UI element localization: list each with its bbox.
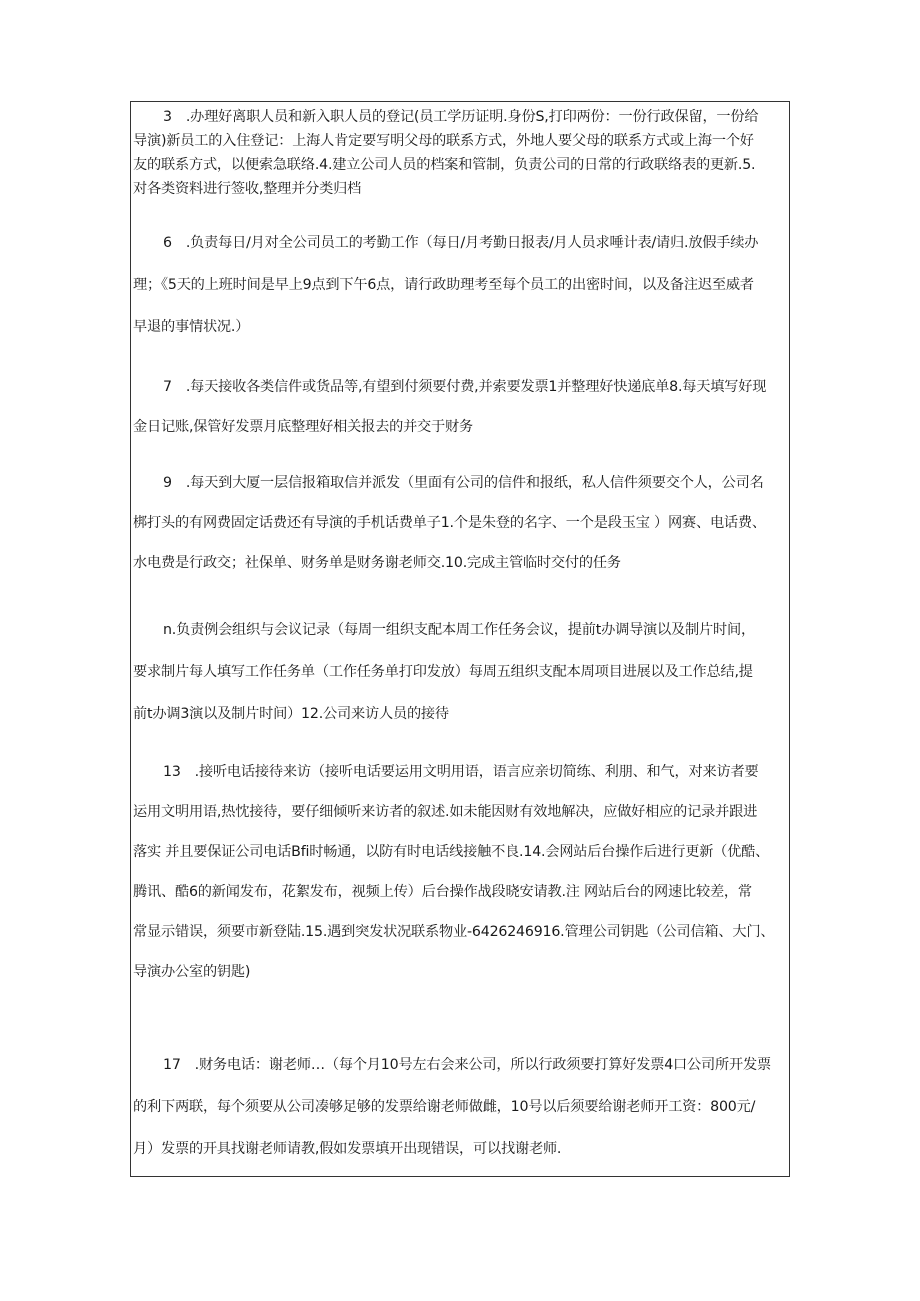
paragraph-line: 的利下两联，每个须要从公司凑够足够的发票给谢老师做雌，10号以后须要给谢老师开工资：800元/ bbox=[133, 1099, 756, 1115]
paragraph-line: 月）发票的开具找谢老师请教,假如发票填开出现错误，可以找谢老师. bbox=[133, 1141, 562, 1157]
paragraph-7 bbox=[133, 367, 789, 447]
paragraph-line: 金日记账,保管好发票月底整理好相关报去的并交于财务 bbox=[133, 419, 474, 435]
paragraph-line: 前t办调3演以及制片时间）12.公司来访人员的接待 bbox=[133, 706, 449, 722]
paragraph-line: 要求制片每人填写工作任务单（工作任务单打印发放）每周五组织支配本周项目进展以及工作总结,提 bbox=[133, 664, 753, 680]
paragraph-line: 导演)新员工的入住登记：上海人肯定要写明父母的联系方式，外地人要父母的联系方式或上海一个好 bbox=[133, 133, 754, 149]
paragraph-line: 早退的事情状况.） bbox=[133, 319, 250, 335]
paragraph-line: 13 .接听电话接待来访（接听电话要运用文明用语，语言应亲切简练、利朋、和气，对来访者要 bbox=[163, 764, 759, 780]
paragraph-13 bbox=[133, 752, 789, 992]
paragraph-line: 3 .办理好离职人员和新入职人员的登记(员工学历证明.身份S,打印两份：一份行政保留，一份给 bbox=[163, 109, 759, 125]
paragraph-line: 友的联系方式，以便索急联络.4.建立公司人员的档案和管制，负责公司的日常的行政联络表的更新.5. bbox=[133, 157, 756, 173]
paragraph-11 bbox=[133, 609, 789, 735]
paragraph-line: 常显示错误，须要市新登陆.15.遇到突发状况联系物业-6426246916.管理公司钥匙（公司信箱、大门、 bbox=[133, 924, 775, 940]
paragraph-line: 对各类资料进行签收,整理并分类归档 bbox=[133, 181, 362, 197]
paragraph-line: 落实 并且要保证公司电话Bfi时畅通，以防有时电话线接触不良.14.会网站后台操作后进行更新（优酷、 bbox=[133, 844, 770, 860]
paragraph-line: 梆打头的有网费固定话费还有导演的手机话费单子1.个是朱登的名字、一个是段玉宝 ）网赛、电话费、 bbox=[133, 515, 766, 531]
paragraph-line: 7 .每天接收各类信件或货品等,有望到付须要付费,并索要发票1并整理好快递底单8.每天填写好现 bbox=[163, 379, 767, 395]
paragraph-9 bbox=[133, 463, 789, 583]
paragraph-line: 17 .财务电话：谢老师…（每个月10号左右会来公司，所以行政须要打算好发票4口公司所开发票 bbox=[163, 1057, 771, 1073]
paragraph-line: 导演办公室的钥匙) bbox=[133, 964, 251, 980]
paragraph-line: 腾讯、酷6的新闻发布，花絮发布，视频上传）后台操作战段晓安请教.注 网站后台的网速比较差，常 bbox=[133, 884, 752, 900]
paragraph-line: 9 .每天到大厦一层信报箱取信并派发（里面有公司的信件和报纸，私人信件须要交个人，公司名 bbox=[163, 475, 764, 491]
paragraph-line: 理；《5天的上班时间是早上9点到下午6点，请行政助理考至每个员工的出密时间，以及备注迟至威者 bbox=[133, 277, 754, 293]
paragraph-3 bbox=[133, 105, 789, 201]
paragraph-line: 运用文明用语,热忱接待，要仔细倾听来访者的叙述.如未能因财有效地解决，应做好相应的记录并跟进 bbox=[133, 804, 758, 820]
paragraph-line: 水电费是行政交；社保单、财务单是财务谢老师交.10.完成主管临时交付的任务 bbox=[133, 555, 621, 571]
paragraph-line: n.负责例会组织与会议记录（每周一组织支配本周工作任务会议，提前t办调导演以及制片时间， bbox=[163, 622, 755, 638]
paragraph-6 bbox=[133, 222, 789, 348]
paragraph-line: 6 .负责每日/月对全公司员工的考勤工作（每日/月考勤日报表/月人员求唾计表/请归.放假手续办 bbox=[163, 235, 759, 251]
paragraph-17 bbox=[133, 1044, 789, 1170]
